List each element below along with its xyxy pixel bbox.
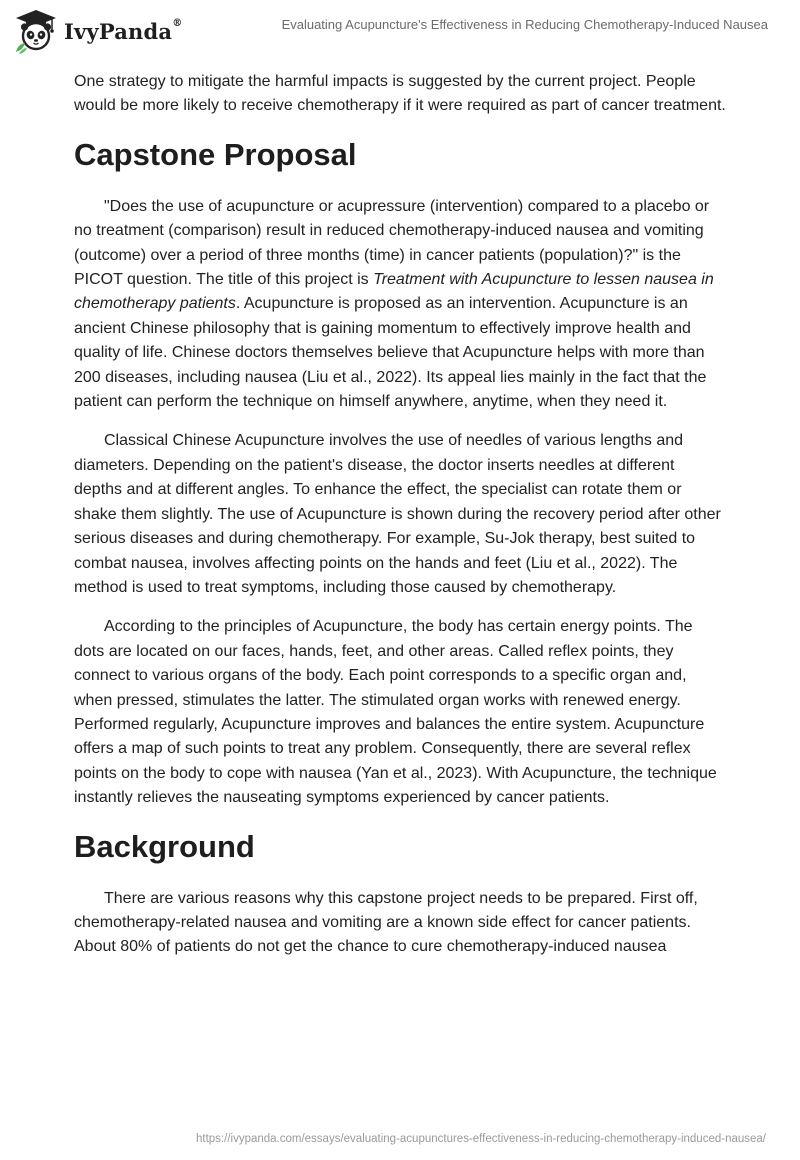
heading-background: Background [74, 828, 255, 864]
essay-body [74, 70, 726, 960]
panda-graduate-icon [14, 8, 58, 54]
document-title: Evaluating Acupuncture's Effectiveness in Reducing Chemotherapy-Induced Nausea [281, 17, 768, 32]
paragraph-classical-acupuncture: Classical Chinese Acupuncture involves the use of needles of various lengths and diameters. Depending on the patient's disease, the doctor inserts needles at different depths and at different angles. To enhance the effect, the specialist can rotate them or shake them slightly. The use of Acupuncture is shown during the recovery period after other serious diseases and during chemotherapy. For example, Su-Jok therapy, best suited to combat nausea, involves affecting points on the hands and feet (Liu et al., 2022). The method is used to treat symptoms, including those caused by chemotherapy. [74, 432, 721, 596]
intro-paragraph: One strategy to mitigate the harmful impacts is suggested by the current project. People would be more likely to receive chemotherapy if it were required as part of cancer treatment. [74, 73, 726, 115]
ivypanda-logo[interactable] [14, 8, 182, 54]
heading-capstone-proposal: Capstone Proposal [74, 136, 357, 172]
project-title: Treatment with Acupuncture to lessen nausea in chemotherapy patients [74, 271, 714, 313]
paragraph-background: There are various reasons why this capstone project needs to be prepared. First off, chemotherapy-related nausea and vomiting are a known side effect for cancer patients. About 80% of patients do not get the chance to cure chemotherapy-induced nausea [74, 889, 698, 956]
logo-text: IvyPanda® [64, 17, 183, 44]
paragraph-picot: "Does the use of acupuncture or acupressure (intervention) compared to a placebo or no treatment (comparison) result in reduced chemotherapy-induced nausea and vomiting (outcome) over a period of three months (time) in cancer patients (population)?" is the PICOT question. The title of this project is Treatment with Acupuncture to lessen nausea in chemotherapy patients. Acupuncture is proposed as an intervention. Acupuncture is an ancient Chinese philosophy that is gaining momentum to effectively improve health and quality of life. Chinese doctors themselves believe that Acupuncture helps with more than 200 diseases, including nausea (Liu et al., 2022). Its appeal lies mainly in the fact that the patient can perform the technique on himself anywhere, anytime, when they need it. [74, 197, 714, 411]
source-url[interactable]: https://ivypanda.com/essays/evaluating-acupunctures-effectiveness-in-reducing-chemotherapy-induced-nausea/ [196, 1133, 766, 1145]
paragraph-energy-points: According to the principles of Acupuncture, the body has certain energy points. The dots are located on our faces, hands, feet, and other areas. Called reflex points, they connect to various organs of the body. Each point corresponds to a specific organ and, when pressed, stimulates the latter. The stimulated organ works with renewed energy. Performed regularly, Acupuncture improves and balances the entire system. Acupuncture offers a map of such points to treat any problem. Consequently, there are several reflex points on the body to cope with nausea (Yan et al., 2023). With Acupuncture, the technique instantly relieves the nauseating symptoms experienced by cancer patients. [74, 618, 717, 807]
page-header [0, 0, 800, 62]
